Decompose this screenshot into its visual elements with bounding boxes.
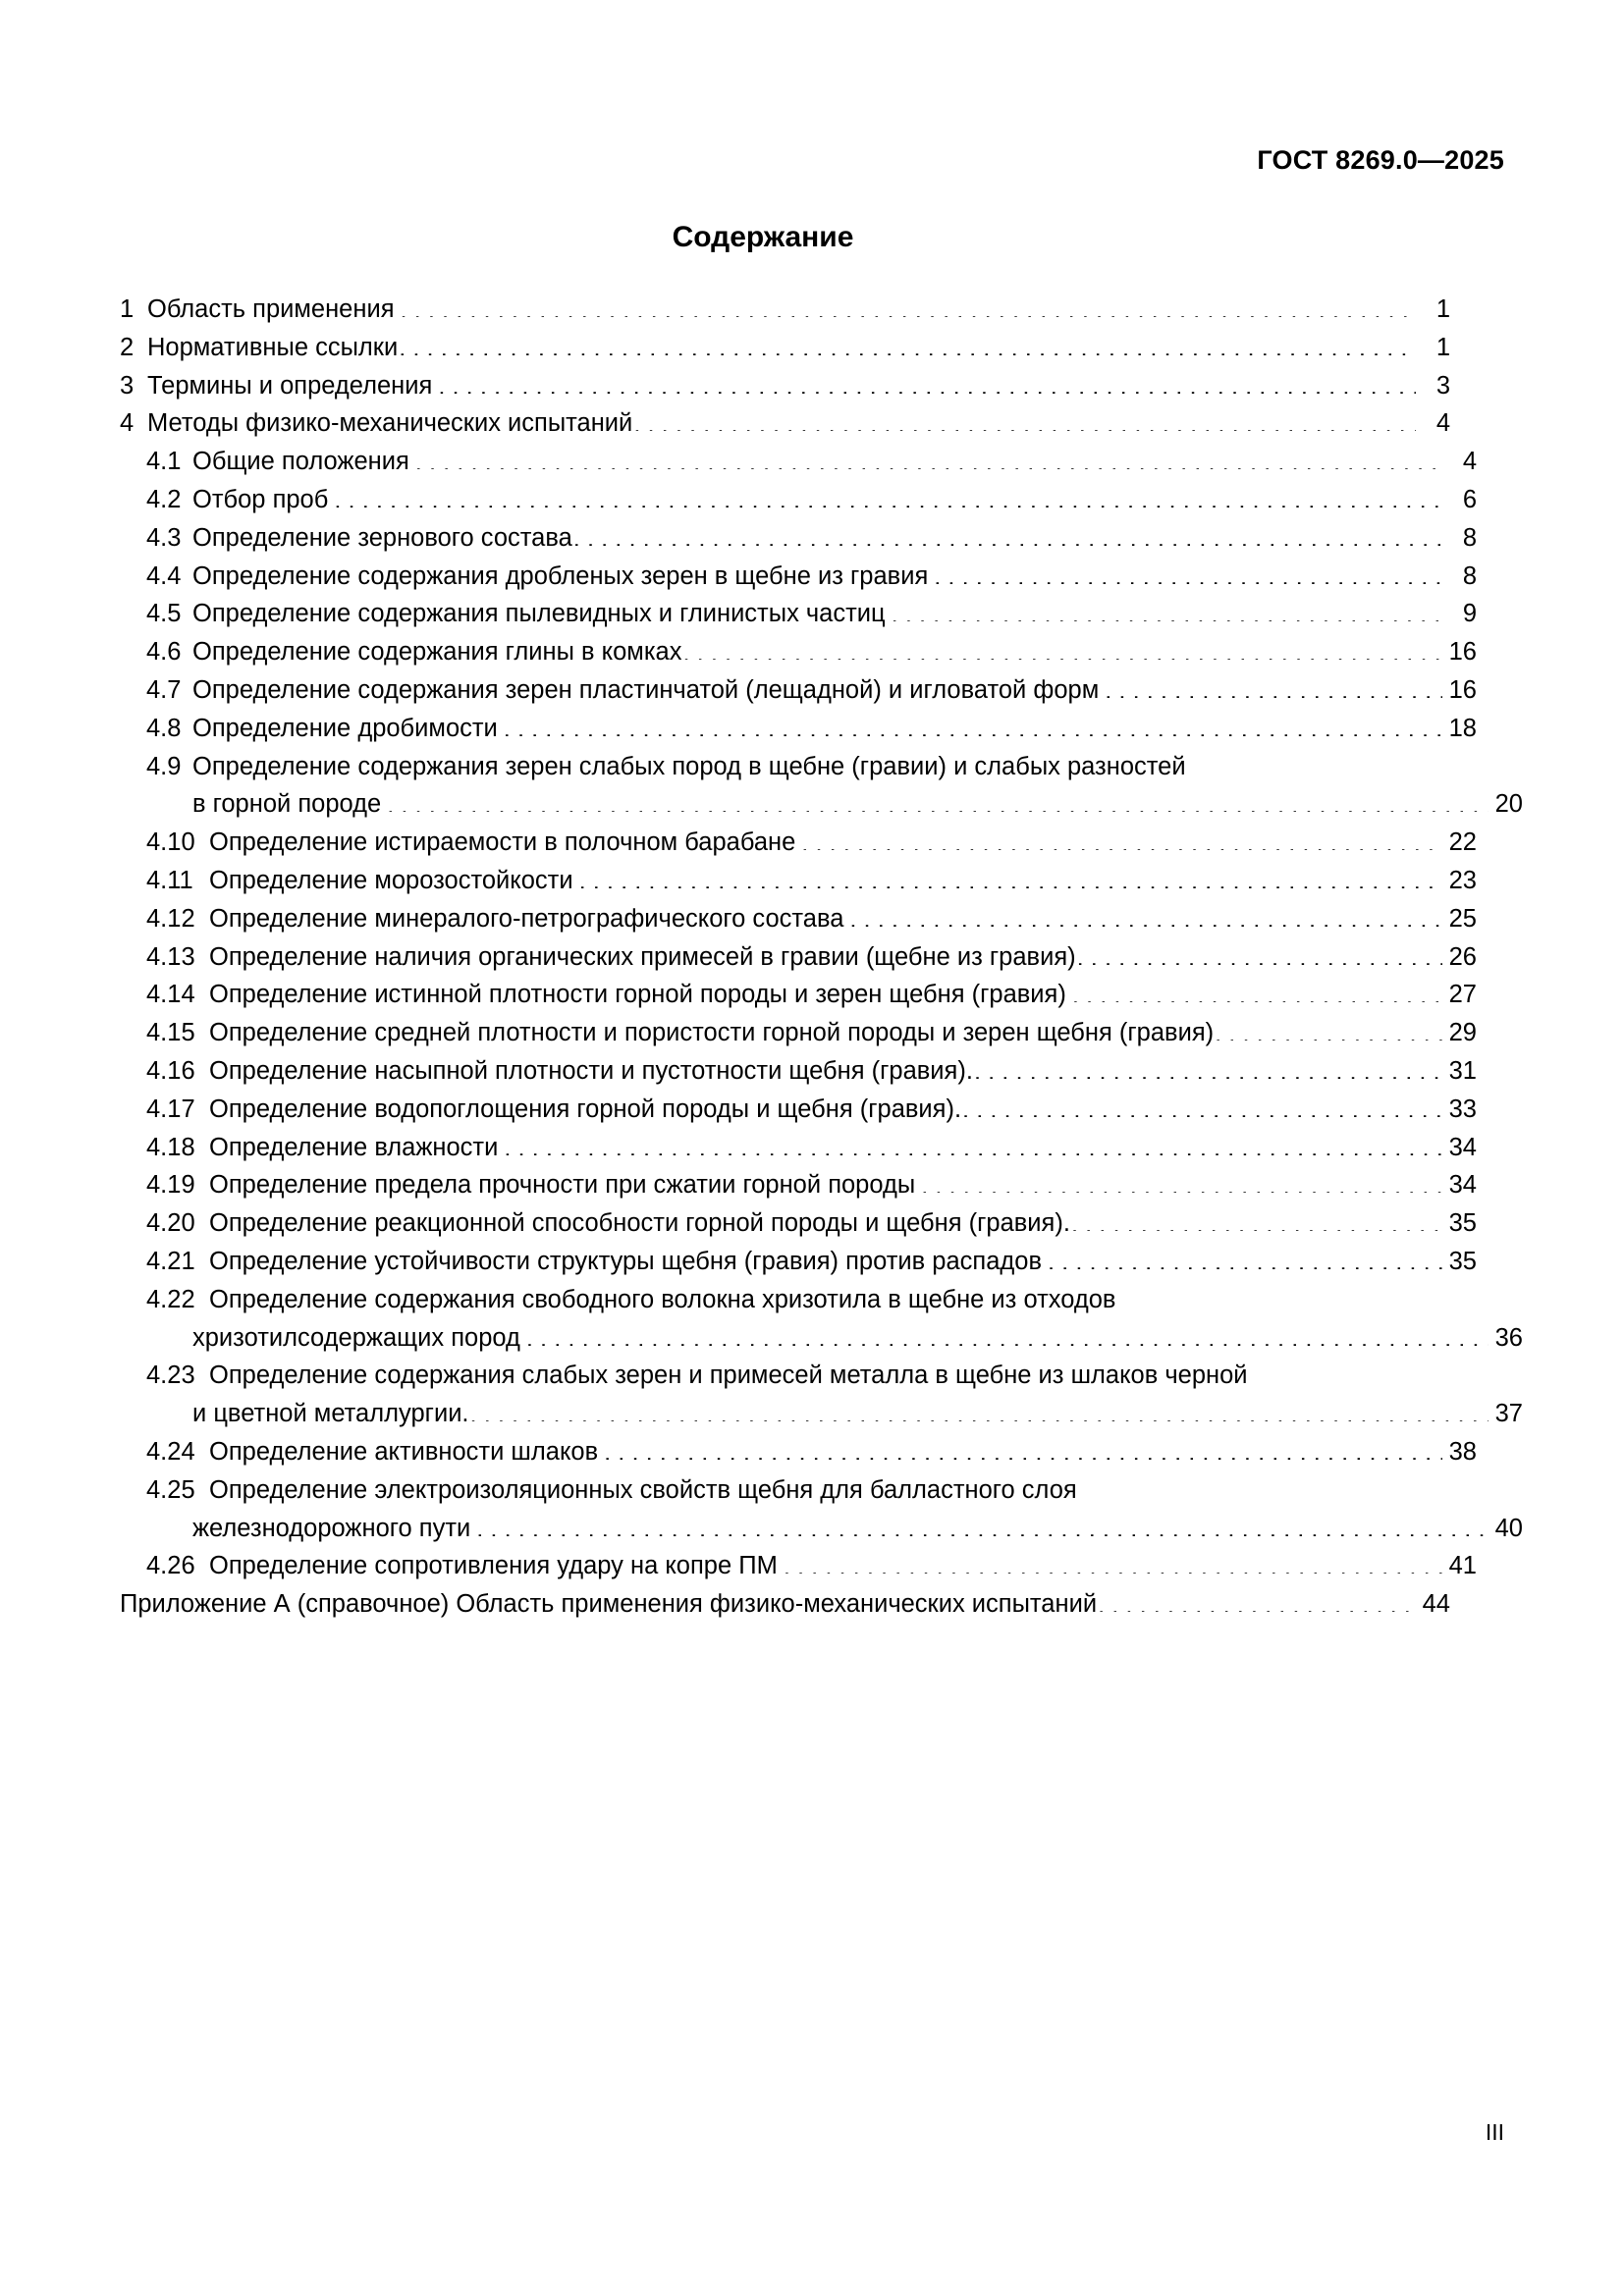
toc-entry[interactable] (120, 481, 1477, 519)
toc-entry-page-number: 37 (1494, 1400, 1523, 1428)
toc-entry-page-number: 1 (1435, 333, 1450, 361)
toc-entry[interactable] (120, 443, 1477, 481)
toc-entry[interactable] (120, 1433, 1477, 1471)
toc-entry-label: Определение содержания пылевидных и глинистых частиц (192, 600, 886, 628)
toc-entry-page-number: 4 (1435, 409, 1450, 438)
toc-entry-number: 4.5 (146, 600, 182, 628)
toc-entry-label: Определение содержания глины в комках (192, 638, 682, 667)
toc-entry[interactable] (120, 329, 1450, 367)
toc-entry-page-number: 34 (1448, 1133, 1477, 1161)
toc-entry[interactable] (120, 1091, 1477, 1129)
toc-entry-number: 4.24 (146, 1437, 195, 1466)
toc-entry-label: Определение содержания дробленых зерен в щебне из гравия (192, 561, 929, 590)
toc-dot-leader (604, 1434, 1442, 1460)
toc-entry[interactable] (120, 1357, 1477, 1395)
toc-dot-leader (1083, 1472, 1476, 1498)
toc-dot-leader (1105, 672, 1442, 698)
toc-dot-leader (784, 1549, 1442, 1575)
toc-entry-label: Приложение А (справочное) Область применения физико-механических испытаний (120, 1590, 1098, 1619)
toc-entry-number: 4.23 (146, 1362, 195, 1390)
toc-dot-leader (526, 1320, 1489, 1346)
toc-entry-number: 4.21 (146, 1247, 195, 1275)
toc-entry-number: 4.13 (146, 942, 195, 971)
toc-entry[interactable] (120, 1166, 1477, 1204)
toc-entry-page-number: 31 (1448, 1056, 1477, 1085)
toc-entry-label: Определение электроизоляционных свойств щебня для балластного слоя (209, 1475, 1077, 1504)
toc-entry-label: Определение содержания зерен слабых пород в щебне (гравии) и слабых разностей (192, 752, 1186, 780)
toc-entry[interactable] (120, 785, 1523, 824)
toc-entry[interactable] (120, 1319, 1523, 1358)
toc-entry-number: 4.4 (146, 561, 182, 590)
toc-dot-leader (573, 520, 1442, 546)
toc-entry-label: Определение морозостойкости (209, 866, 573, 894)
toc-entry-page-number: 36 (1494, 1323, 1523, 1352)
toc-dot-leader (476, 1511, 1489, 1536)
toc-entry-number: 4.7 (146, 675, 182, 704)
toc-entry-number: 4.26 (146, 1552, 195, 1580)
toc-entry-page-number: 23 (1448, 866, 1477, 894)
toc-entry-page-number: 29 (1448, 1019, 1477, 1047)
toc-entry[interactable] (120, 671, 1477, 710)
toc-entry-label: Методы физико-механических испытаний (147, 409, 633, 438)
toc-entry-page-number: 41 (1448, 1552, 1477, 1580)
toc-entry-number: 4.16 (146, 1056, 195, 1085)
toc-entry[interactable] (120, 1052, 1477, 1091)
toc-entry-number: 4.22 (146, 1285, 195, 1313)
toc-entry[interactable] (120, 748, 1477, 786)
toc-entry[interactable] (120, 367, 1450, 405)
toc-entry-label: Область применения (147, 295, 395, 323)
toc-entry-page-number: 25 (1448, 904, 1477, 933)
toc-entry-page-number: 1 (1435, 295, 1450, 323)
toc-entry-label: Определение минералого-петрографического состава (209, 904, 844, 933)
toc-entry-label: Определение предела прочности при сжатии горной породы (209, 1171, 916, 1200)
toc-entry-label: Определение реакционной способности горной породы и щебня (гравия). (209, 1209, 1070, 1238)
toc-entry[interactable] (120, 595, 1477, 633)
toc-dot-leader (579, 863, 1442, 888)
toc-entry-label: железнодорожного пути (192, 1514, 471, 1542)
toc-entry-label: Определение истинной плотности горной породы и зерен щебня (гравия) (209, 981, 1066, 1009)
toc-dot-leader (1254, 1359, 1476, 1384)
toc-dot-leader (334, 482, 1442, 507)
toc-entry[interactable] (120, 1395, 1523, 1433)
toc-entry-page-number: 4 (1462, 448, 1477, 476)
toc-entry-number: 4.15 (146, 1019, 195, 1047)
toc-entry-label: Определение насыпной плотности и пустотности щебня (гравия). (209, 1056, 973, 1085)
toc-entry-page-number: 20 (1494, 790, 1523, 819)
toc-entry[interactable] (120, 1281, 1477, 1319)
toc-entry-number: 1 (120, 295, 135, 323)
toc-entry-page-number: 22 (1448, 828, 1477, 857)
toc-entry[interactable] (120, 404, 1450, 443)
toc-entry-number: 4.18 (146, 1133, 195, 1161)
toc-entry-number: 4.3 (146, 523, 182, 552)
toc-dot-leader (438, 368, 1416, 394)
toc-entry-number: 4.2 (146, 485, 182, 513)
toc-entry-page-number: 9 (1462, 600, 1477, 628)
toc-entry-number: 4.17 (146, 1095, 195, 1123)
toc-entry-label: Определение содержания свободного волокна хризотила в щебне из отходов (209, 1285, 1116, 1313)
toc-entry-number: 4.12 (146, 904, 195, 933)
toc-entry-number: 4.6 (146, 638, 182, 667)
toc-entry-page-number: 8 (1462, 523, 1477, 552)
toc-dot-leader (921, 1168, 1442, 1194)
toc-entry-label: Определение активности шлаков (209, 1437, 599, 1466)
toc-entry-label: Определение наличия органических примесей в гравии (щебне из гравия) (209, 942, 1076, 971)
toc-entry-number: 4.19 (146, 1171, 195, 1200)
toc-entry[interactable] (120, 938, 1477, 977)
toc-entry-number: 4.9 (146, 752, 182, 780)
toc-entry-page-number: 33 (1448, 1095, 1477, 1123)
toc-entry-page-number: 44 (1422, 1590, 1450, 1619)
toc-entry-label: Термины и определения (147, 371, 433, 400)
toc-entry-number: 4.8 (146, 714, 182, 742)
toc-entry-label: Определение средней плотности и пористости горной породы и зерен щебня (гравия) (209, 1019, 1215, 1047)
toc-entry-label: Нормативные ссылки (147, 333, 399, 361)
page-title: Содержание (672, 221, 854, 253)
toc-dot-leader (849, 901, 1442, 927)
toc-entry-label: в горной породе (192, 790, 382, 819)
toc-entry-page-number: 3 (1435, 371, 1450, 400)
toc-entry[interactable] (120, 824, 1477, 862)
toc-entry-label: Определение влажности (209, 1133, 499, 1161)
toc-entry[interactable] (120, 1471, 1477, 1510)
toc-dot-leader (801, 826, 1442, 851)
toc-entry-page-number: 16 (1448, 675, 1477, 704)
toc-entry[interactable] (120, 1014, 1477, 1052)
toc-dot-leader (399, 330, 1416, 355)
toc-entry-page-number: 18 (1448, 714, 1477, 742)
toc-entry[interactable] (120, 1204, 1477, 1243)
toc-dot-leader (401, 293, 1416, 318)
toc-dot-leader (1077, 939, 1442, 965)
toc-dot-leader (1098, 1587, 1416, 1613)
toc-entry-label: Определение устойчивости структуры щебня (гравия) против распадов (209, 1247, 1042, 1275)
toc-entry-number: 3 (120, 371, 135, 400)
toc-dot-leader (974, 1053, 1442, 1079)
toc-entry[interactable] (120, 862, 1477, 900)
toc-entry-label: Определение зернового состава (192, 523, 572, 552)
toc-dot-leader (633, 406, 1416, 432)
toc-entry-number: 4.11 (146, 866, 193, 894)
toc-entry[interactable] (120, 519, 1477, 558)
toc-entry[interactable] (120, 976, 1477, 1014)
toc-dot-leader (682, 635, 1442, 661)
toc-entry[interactable] (120, 633, 1477, 671)
toc-entry[interactable] (120, 710, 1477, 748)
running-header-standard-number: ГОСТ 8269.0—2025 (1257, 145, 1504, 175)
toc-entry[interactable] (120, 1129, 1477, 1167)
toc-entry[interactable] (120, 1585, 1450, 1624)
toc-entry-page-number: 6 (1462, 485, 1477, 513)
toc-entry-label: Определение водопоглощения горной породы и щебня (гравия). (209, 1095, 962, 1123)
toc-entry-page-number: 40 (1494, 1514, 1523, 1542)
toc-entry[interactable] (120, 558, 1477, 596)
toc-entry-page-number: 35 (1448, 1209, 1477, 1238)
toc-entry-page-number: 8 (1462, 561, 1477, 590)
toc-dot-leader (962, 1092, 1442, 1117)
toc-entry-page-number: 34 (1448, 1171, 1477, 1200)
toc-entry-number: 4.1 (146, 448, 182, 476)
toc-dot-leader (892, 597, 1442, 622)
toc-dot-leader (415, 445, 1442, 470)
toc-entry[interactable] (120, 1510, 1523, 1548)
toc-entry-number: 4.14 (146, 981, 195, 1009)
toc-entry[interactable] (120, 1547, 1477, 1585)
toc-dot-leader (1071, 1206, 1442, 1232)
toc-dot-leader (1072, 978, 1442, 1003)
toc-entry-page-number: 35 (1448, 1247, 1477, 1275)
toc-dot-leader (1121, 1282, 1476, 1308)
toc-entry-label: Отбор проб (192, 485, 329, 513)
toc-dot-leader (470, 1397, 1489, 1422)
toc-entry-number: 4.10 (146, 828, 195, 857)
toc-entry-number: 4.25 (146, 1475, 195, 1504)
table-of-contents (120, 291, 1523, 1624)
toc-entry-page-number: 27 (1448, 981, 1477, 1009)
toc-entry-number: 4 (120, 409, 135, 438)
toc-entry[interactable] (120, 900, 1477, 938)
toc-entry-number: 2 (120, 333, 135, 361)
toc-entry-page-number: 26 (1448, 942, 1477, 971)
toc-entry[interactable] (120, 1243, 1477, 1281)
toc-entry-page-number: 16 (1448, 638, 1477, 667)
toc-dot-leader (504, 711, 1442, 736)
toc-entry-label: Определение содержания слабых зерен и примесей металла в щебне из шлаков черной (209, 1362, 1248, 1390)
toc-entry-label: Общие положения (192, 448, 409, 476)
toc-dot-leader (934, 559, 1442, 584)
toc-entry-label: Определение дробимости (192, 714, 498, 742)
toc-dot-leader (504, 1130, 1442, 1155)
toc-dot-leader (1192, 749, 1476, 774)
toc-dot-leader (1215, 1016, 1442, 1041)
toc-entry-label: Определение содержания зерен пластинчатой (лещадной) и игловатой форм (192, 675, 1100, 704)
toc-entry-label: и цветной металлургии. (192, 1400, 469, 1428)
toc-entry-label: Определение сопротивления удару на копре ПМ (209, 1552, 778, 1580)
toc-entry-page-number: 38 (1448, 1437, 1477, 1466)
toc-dot-leader (387, 787, 1489, 813)
toc-entry-label: хризотилсодержащих пород (192, 1323, 520, 1352)
toc-entry[interactable] (120, 291, 1450, 329)
page-folio: III (1485, 2119, 1504, 2145)
toc-entry-number: 4.20 (146, 1209, 195, 1238)
toc-entry-label: Определение истираемости в полочном барабане (209, 828, 796, 857)
toc-dot-leader (1048, 1244, 1442, 1269)
